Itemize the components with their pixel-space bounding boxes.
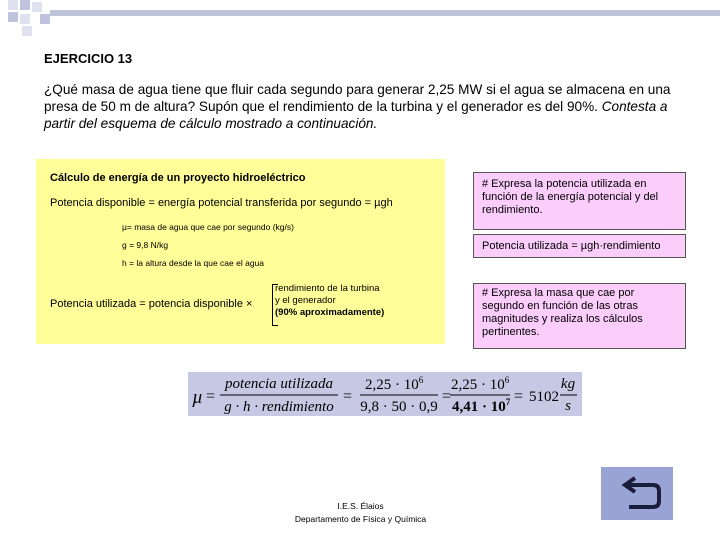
unit-numerator: kg — [560, 376, 576, 392]
footer-department: Departamento de Física y Química — [294, 514, 427, 524]
efficiency-line-2: y el generador — [275, 295, 336, 306]
mass-formula-box — [188, 372, 582, 416]
note-express-mass: # Expresa la masa que cae por segundo en función de las otras magnitudes y realiza los cálculos pertinentes. — [473, 283, 686, 349]
efficiency-line-3-text: (90% aproximadamente) — [275, 307, 385, 318]
formula-num-3 — [451, 375, 510, 393]
formula-eq-2: = — [343, 388, 353, 405]
formula-result: 5102 — [529, 389, 559, 405]
h-definition: h = la altura desde la que cae el agua — [122, 258, 265, 268]
footer — [283, 500, 438, 526]
g-definition: g = 9,8 N/kg — [122, 240, 169, 250]
header-bar — [50, 10, 720, 16]
formula-num-2-exp: 6 — [418, 375, 424, 385]
note-used-power-formula: Potencia utilizada = µgh·rendimiento — [473, 234, 686, 258]
formula-eq-4: = — [514, 388, 524, 405]
return-arrow-icon — [601, 467, 673, 520]
mass-formula — [188, 372, 582, 416]
formula-num-1: potencia utilizada — [225, 376, 333, 392]
efficiency-text — [275, 283, 384, 319]
mu-definition: µ= masa de agua que cae por segundo (kg/s) — [122, 222, 294, 232]
used-power-line: Potencia utilizada = potencia disponible × — [50, 298, 253, 310]
formula-mu: µ — [192, 387, 203, 408]
formula-num-3-mantissa: 2,25 · 10 — [451, 377, 505, 393]
formula-num-2-mantissa: 2,25 · 10 — [365, 377, 419, 393]
efficiency-line-1: rendimiento de la turbina — [275, 283, 380, 294]
note-express-power: # Expresa la potencia utilizada en función de la energía potencial y del rendimiento. — [473, 172, 686, 230]
return-button[interactable] — [601, 467, 673, 520]
formula-num-2 — [365, 375, 424, 393]
formula-num-3-exp: 6 — [504, 375, 510, 385]
formula-den-1: g · h · rendimiento — [224, 399, 334, 415]
question-text: ¿Qué masa de agua tiene que fluir cada segundo para generar 2,25 MW si el agua se almacena en una presa de 50 m de altura? Supón que el rendimiento de la turbina y el generador es del 90%. — [44, 82, 671, 114]
scheme-title: Cálculo de energía de un proyecto hidroeléctrico — [50, 172, 306, 184]
unit-denominator: s — [565, 398, 571, 414]
formula-eq-3: = — [442, 388, 452, 405]
question-instruction: Contesta a partir del esquema de cálculo mostrado a continuación. — [44, 99, 668, 131]
exercise-title: EJERCICIO 13 — [44, 51, 133, 66]
corner-squares-decoration — [0, 0, 80, 40]
exercise-question — [44, 81, 684, 132]
formula-den-2: 9,8 · 50 · 0,9 — [360, 399, 438, 415]
formula-eq-1: = — [206, 388, 216, 405]
efficiency-line-3 — [275, 307, 384, 319]
formula-den-3-mantissa: 4,41 · 10 — [452, 399, 506, 415]
available-power-line: Potencia disponible = energía potencial transferida por segundo = µgh — [50, 197, 393, 209]
formula-den-3 — [452, 397, 511, 415]
formula-den-3-exp: 7 — [505, 397, 511, 407]
footer-school: I.E.S. Élaios — [337, 501, 384, 511]
